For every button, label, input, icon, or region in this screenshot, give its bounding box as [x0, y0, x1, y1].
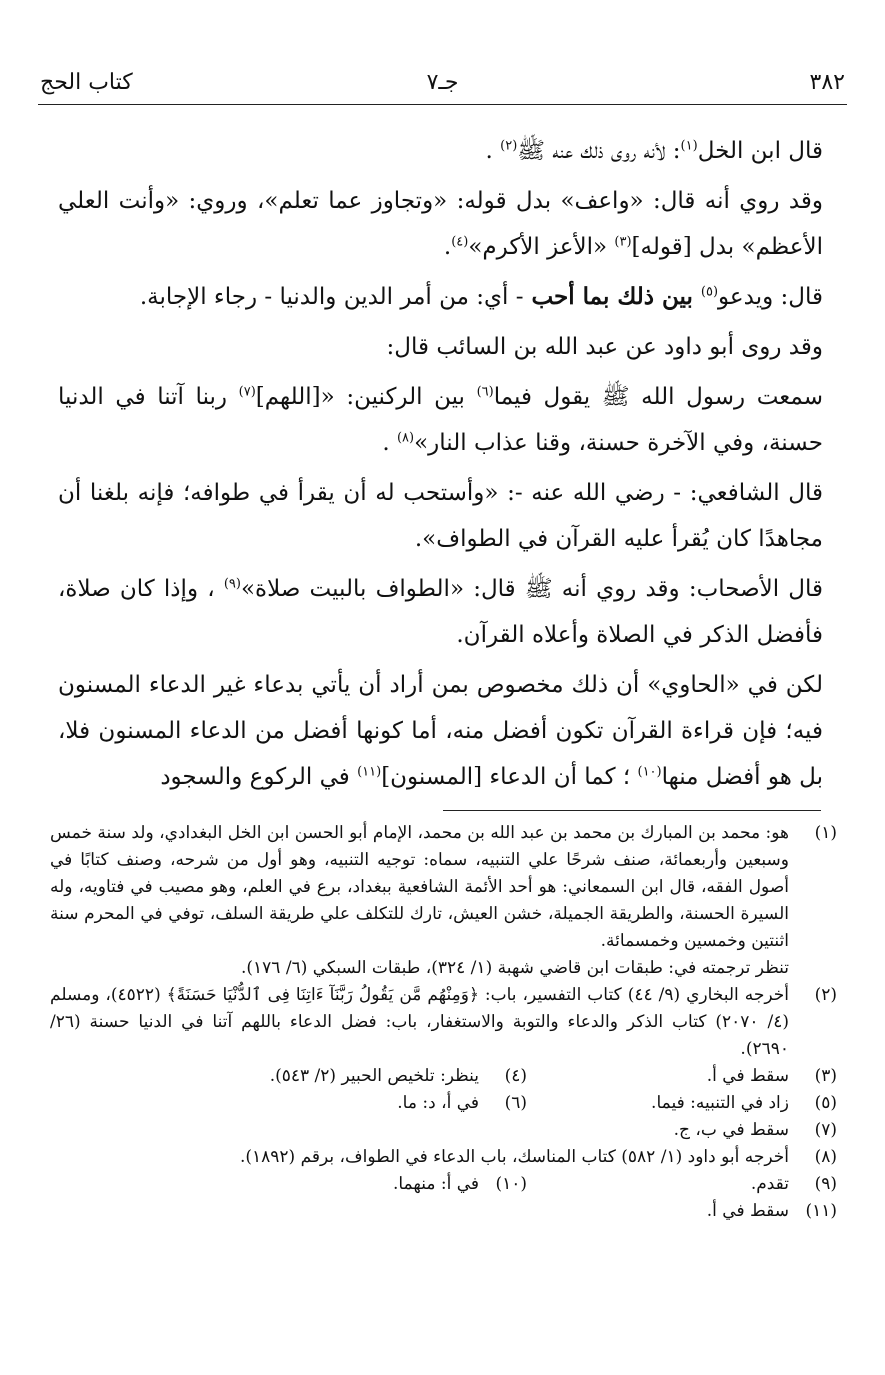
- footnote-6: [217, 1090, 527, 1117]
- paragraph-4: وقد روى أبو داود عن عبد الله بن السائب قال:: [386, 334, 823, 360]
- footnote-10: [217, 1171, 527, 1198]
- footnote-7: [50, 1117, 837, 1144]
- footnote-number: (٣): [814, 1066, 837, 1086]
- footnote-text: سقط في ب، ج.: [673, 1120, 789, 1140]
- footnote-text: هو: محمد بن المبارك بن محمد بن عبد الله بن محمد، الإمام أبو الحسن ابن الخل البغدادي، ولد سنة خمس وسبعين وأربعمائة، صنف شرحًا علي التنبيه، سماه: توجيه التنبيه، وهو أول من شرحه، وصنف كتابًا في أصول الفقه، قال ابن السمعاني: هو أحد الأئمة الشافعية ببغداد، برع في العلم، وهو مصيب في فتاويه، وله السيرة الحسنة، والطريقة الجميلة، خشن العيش، تارك للتكلف علي طريقة السلف، توفي في المحرم سنة اثنتين وخمسين وخمسمائة.: [50, 823, 789, 951]
- footnote-11: [50, 1198, 837, 1225]
- footnote-1: [50, 820, 837, 982]
- footnote-ref[interactable]: (١): [680, 138, 698, 154]
- footnote-number: (١١): [805, 1201, 837, 1221]
- footnote-ref[interactable]: (٨): [396, 430, 415, 446]
- main-text: [58, 128, 823, 804]
- book-title: كتاب الحج: [40, 69, 133, 95]
- footnote-3: [527, 1063, 837, 1090]
- footnote-text: أخرجه البخاري (٩/ ٤٤) كتاب التفسير، باب: ﴿وَمِنْهُم مَّن يَقُولُ رَبَّنَآ ءَاتِنَا فِى ٱلدُّنْيَا حَسَنَةً﴾ (٤٥٢٢)، ومسلم (٤/ ٢٠٧٠) كتاب الذكر والدعاء والتوبة والاستغفار، باب: فضل الدعاء باللهم آتنا في الدنيا حسنة (٢٦/ ٢٦٩٠).: [50, 985, 789, 1059]
- footnote-row-9-10: [50, 1171, 837, 1198]
- page-number: ٣٨٢: [809, 69, 845, 95]
- footnote-ref[interactable]: (٣): [614, 234, 632, 250]
- footnote-text: سقط في أ.: [706, 1066, 789, 1086]
- footnote-5: [527, 1090, 837, 1117]
- header-rule: [38, 104, 847, 105]
- footnote-number: (٧): [814, 1120, 837, 1140]
- footnote-ref[interactable]: (٥): [700, 284, 719, 300]
- paragraph-3: قال: ويدعو$^{(٥)}$ بين ذلك بما أحب - أي: من أمر الدين والدنيا - رجاء الإجابة.: [139, 283, 823, 310]
- paragraph-5: سمعت رسول الله ﷺ يقول فيما$^{(٦)}$ بين الركنين: «[اللهم]$^{(٧)}$ ربنا آتنا في الدنيا حسنة، وفي الآخرة حسنة، وقنا عذاب النار»$^{(٨)}$ .: [58, 384, 823, 456]
- footnote-text: تقدم.: [750, 1174, 789, 1194]
- footnote-ref[interactable]: (٩): [223, 576, 241, 592]
- footnote-rule: [443, 810, 821, 811]
- footnotes: [50, 820, 837, 1225]
- footnote-number: (٢): [814, 985, 837, 1005]
- footnote-number: (٨): [814, 1147, 837, 1167]
- footnote-ref[interactable]: (٦): [476, 384, 494, 400]
- footnote-text: زاد في التنبيه: فيما.: [651, 1093, 789, 1113]
- footnote-number: (٤): [504, 1066, 527, 1086]
- footnote-number: (٩): [814, 1174, 837, 1194]
- footnote-ref[interactable]: (٤): [451, 234, 469, 250]
- footnote-9: [527, 1171, 837, 1198]
- footnote-text: في أ: منهما.: [392, 1174, 479, 1194]
- paragraph-6: قال الشافعي: - رضي الله عنه -: «وأستحب له أن يقرأ في طوافه؛ فإنه بلغنا أن مجاهدًا كان يُقرأ عليه القرآن في الطواف».: [58, 480, 823, 552]
- footnote-8: [50, 1144, 837, 1171]
- footnote-number: (٦): [504, 1093, 527, 1113]
- paragraph-1: قال ابن الخل$^{(١)}$: لأنه روى ذلك عنه ﷺ$^{(٢)}$ .: [485, 138, 823, 164]
- footnote-row-3-4: [50, 1063, 837, 1090]
- footnote-text: ينظر: تلخيص الحبير (٢/ ٥٤٣).: [269, 1066, 479, 1086]
- footnote-text: في أ، د: ما.: [397, 1093, 479, 1113]
- footnote-ref[interactable]: (١٠): [637, 764, 662, 780]
- paragraph-2: وقد روي أنه قال: «واعف» بدل قوله: «وتجاوز عما تعلم»، وروي: «وأنت العلي الأعظم» بدل [قوله]$^{(٣)}$ «الأعز الأكرم»$^{(٤)}$.: [58, 188, 823, 260]
- footnote-2: [50, 982, 837, 1063]
- paragraph-7: قال الأصحاب: وقد روي أنه ﷺ قال: «الطواف بالبيت صلاة»$^{(٩)}$ ، وإذا كان صلاة، فأفضل الذكر في الصلاة وأعلاه القرآن.: [58, 576, 823, 648]
- running-header: [40, 62, 845, 102]
- footnote-number: (١٠): [495, 1174, 527, 1194]
- footnote-4: [217, 1063, 527, 1090]
- footnote-ref[interactable]: (٧): [238, 384, 256, 400]
- footnote-ref[interactable]: (١١): [357, 764, 382, 780]
- footnote-text: تنظر ترجمته في: طبقات ابن قاضي شهبة (١/ ٣٢٤)، طبقات السبكي (٦/ ١٧٦).: [240, 958, 789, 978]
- footnote-number: (٥): [814, 1093, 837, 1113]
- footnote-ref[interactable]: (٢): [500, 138, 518, 154]
- volume-label: جـ٧: [426, 69, 459, 95]
- footnote-text: سقط في أ.: [706, 1201, 789, 1221]
- footnote-row-5-6: [50, 1090, 837, 1117]
- paragraph-8: لكن في «الحاوي» أن ذلك مخصوص بمن أراد أن يأتي بدعاء غير الدعاء المسنون فيه؛ فإن قراءة القرآن تكون أفضل منه، أما كونها أفضل من الدعاء المسنون فلا، بل هو أفضل منها$^{(١٠)}$ ؛ كما أن الدعاء [المسنون]$^{(١١)}$ في الركوع والسجود: [58, 672, 823, 790]
- footnote-number: (١): [814, 823, 837, 843]
- footnote-text: أخرجه أبو داود (١/ ٥٨٢) كتاب المناسك، باب الدعاء في الطواف، برقم (١٨٩٢).: [239, 1147, 789, 1167]
